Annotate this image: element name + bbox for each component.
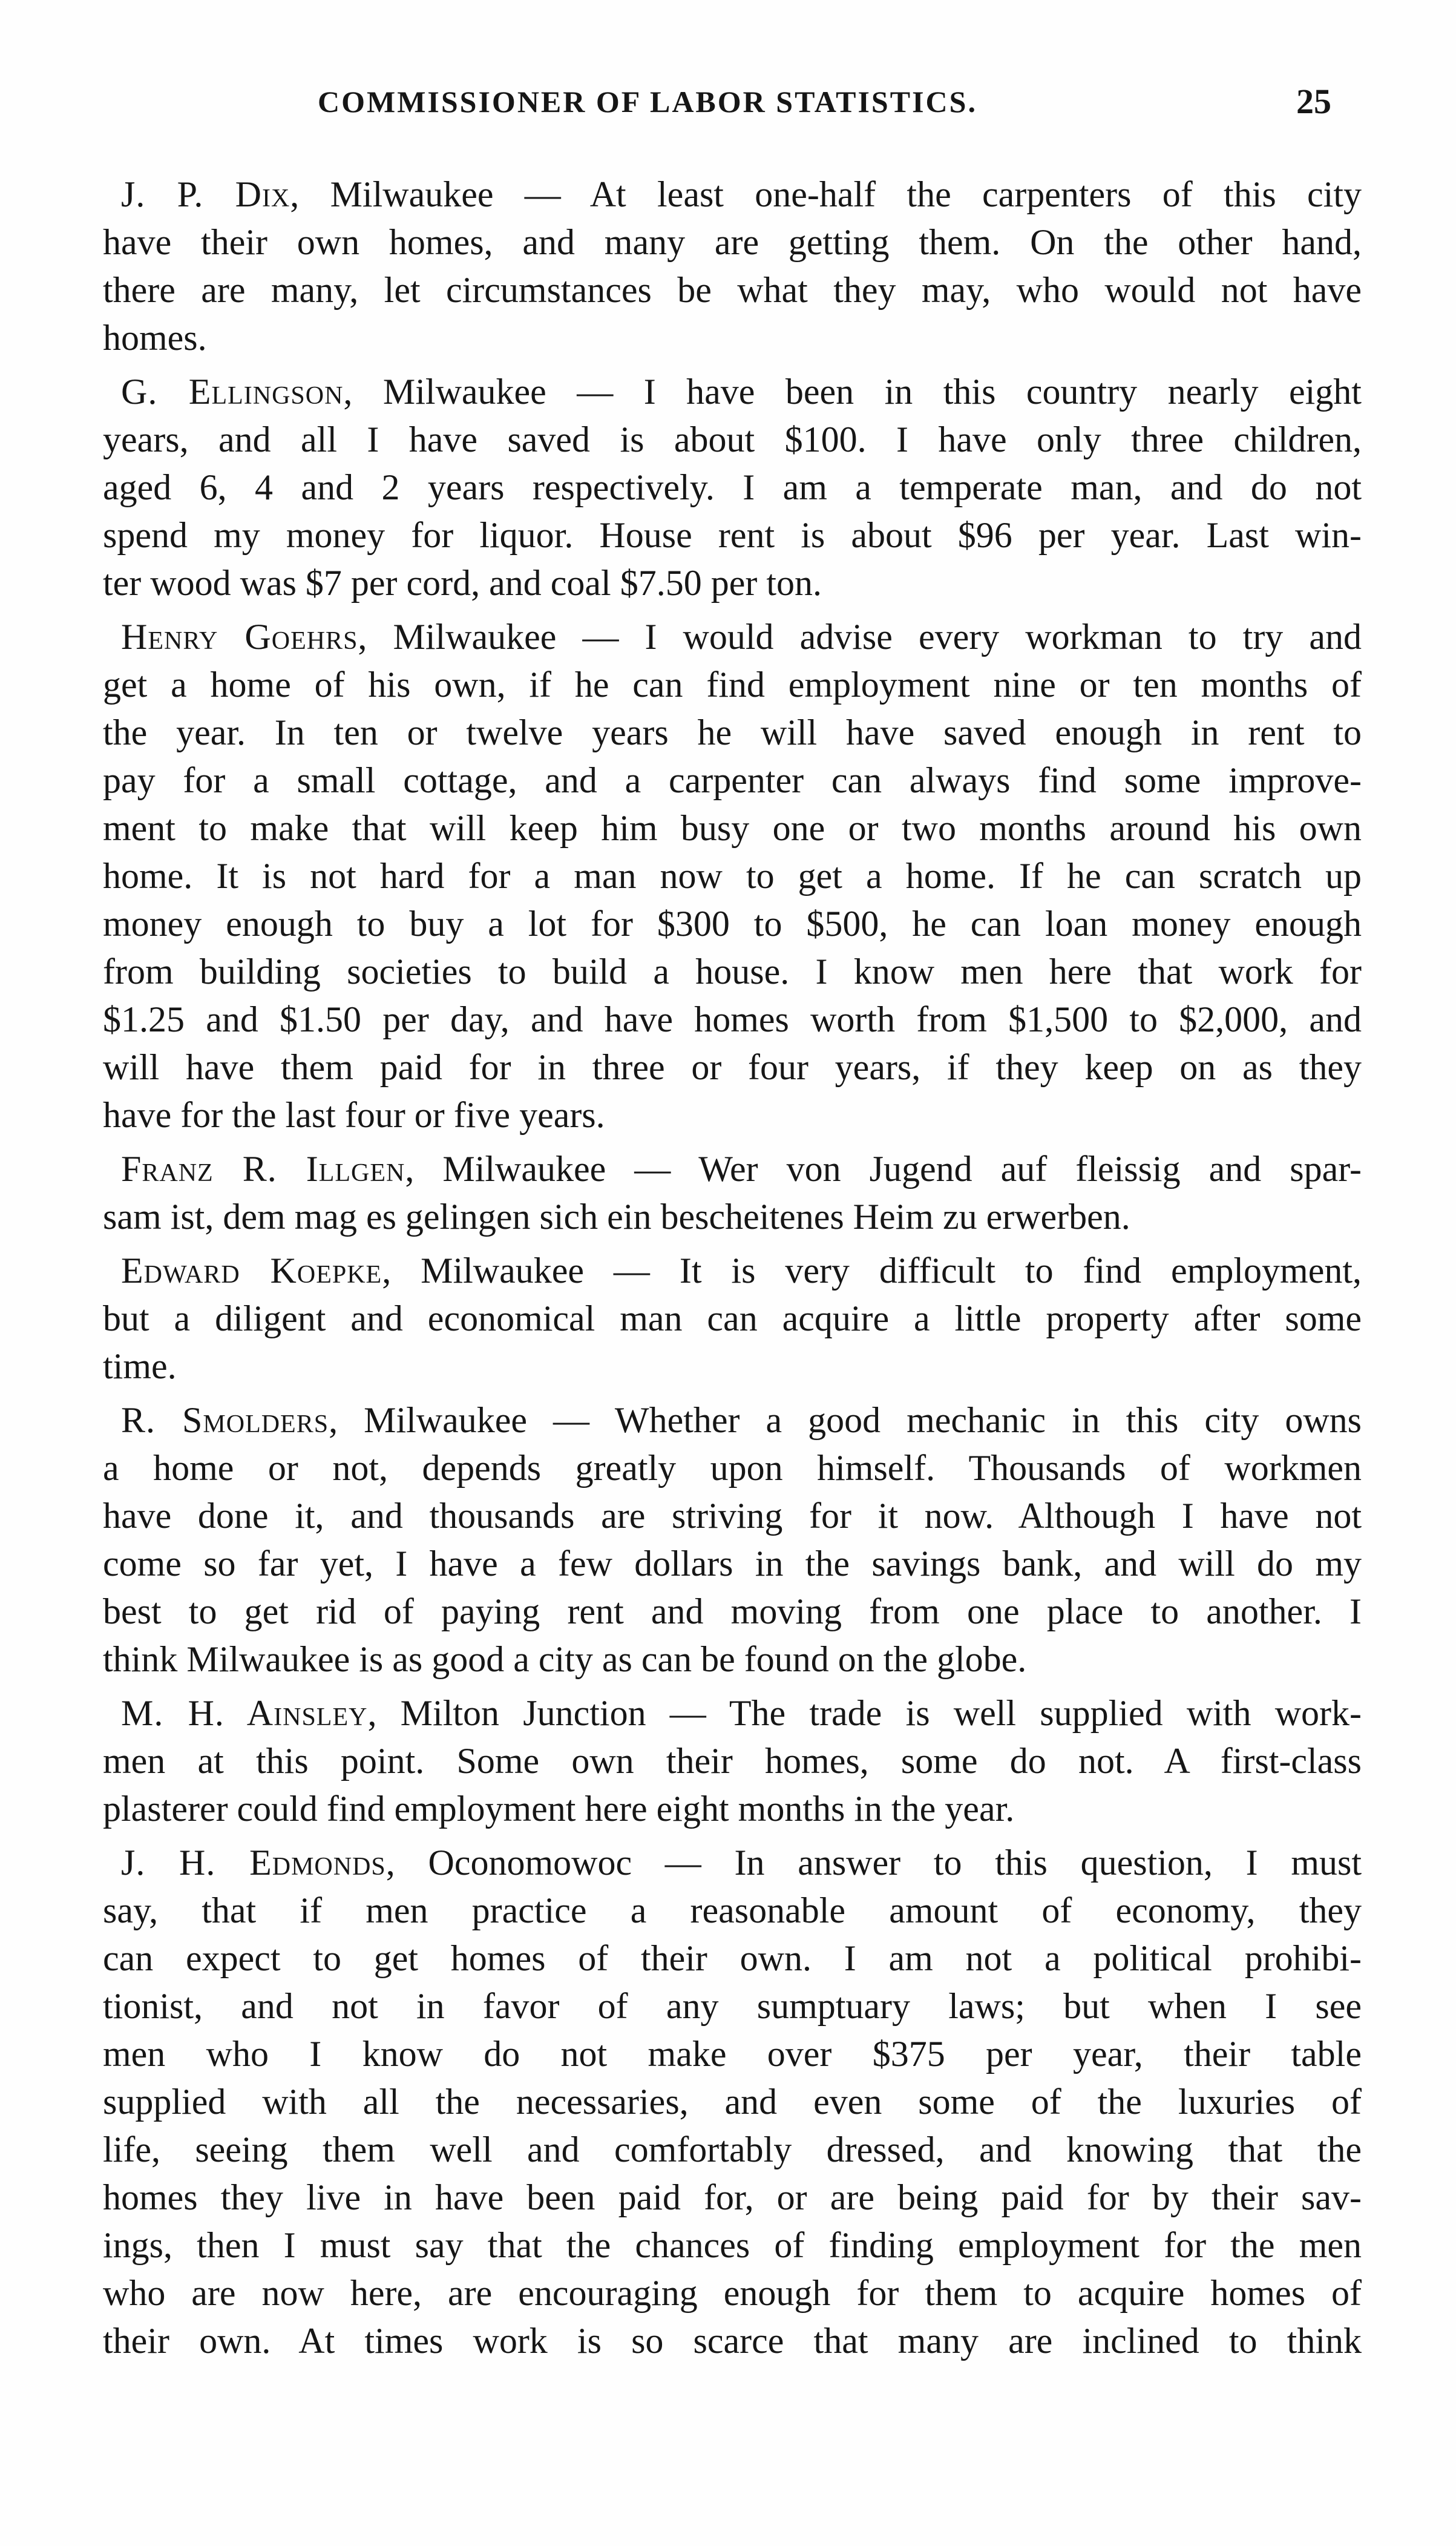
entry-line: think Milwaukee is as good a city as can be found on the globe. (103, 1639, 1027, 1679)
running-title: COMMISSIONER OF LABOR STATISTICS. (318, 85, 977, 119)
entry-smolders (103, 1396, 1362, 1683)
entry-line: who are now here, are encouraging enough for them to acquire homes of (103, 2273, 1362, 2313)
entry-name: Franz R. Illgen (121, 1149, 405, 1189)
entry-line: will have them paid for in three or four years, if they keep on as they (103, 1047, 1362, 1087)
text-body (103, 171, 1362, 2371)
entry-line: $1.25 and $1.50 per day, and have homes worth from $1,500 to $2,000, and (103, 999, 1362, 1039)
running-header (103, 77, 1331, 126)
entry-name: Edward Koepke (121, 1251, 382, 1291)
entry-line: have their own homes, and many are getting them. On the other hand, (103, 222, 1362, 262)
entry-line: there are many, let circumstances be what they may, who would not have (103, 270, 1362, 310)
entry-name: G. Ellingson (121, 372, 344, 412)
entry-name: Henry Goehrs (121, 617, 358, 657)
entry-line: plasterer could find employment here eight months in the year. (103, 1789, 1015, 1829)
entry-line: years, and all I have saved is about $100. I have only three children, (103, 419, 1362, 459)
entry-line: , Milwaukee — I would advise every workman to try and (358, 617, 1362, 657)
entry-line: spend my money for liquor. House rent is about $96 per year. Last win- (103, 515, 1362, 555)
entry-line: but a diligent and economical man can acquire a little property after some (103, 1298, 1362, 1338)
entry-name: J. H. Edmonds (121, 1843, 386, 1883)
entry-line: pay for a small cottage, and a carpenter can always find some improve- (103, 760, 1362, 800)
entry-line: have for the last four or five years. (103, 1095, 605, 1135)
entry-line: come so far yet, I have a few dollars in the savings bank, and will do my (103, 1544, 1362, 1584)
entry-name: J. P. Dix (121, 174, 290, 214)
entry-line: aged 6, 4 and 2 years respectively. I am a temperate man, and do not (103, 467, 1362, 507)
entry-line: have done it, and thousands are striving for it now. Although I have not (103, 1496, 1362, 1536)
entry-line: time. (103, 1346, 177, 1386)
entry-line: homes. (103, 318, 207, 358)
entry-illgen (103, 1145, 1362, 1241)
entry-line: get a home of his own, if he can find employment nine or ten months of (103, 665, 1362, 705)
entry-line: from building societies to build a house. I know men here that work for (103, 952, 1362, 992)
entry-line: a home or not, depends greatly upon himself. Thousands of workmen (103, 1448, 1362, 1488)
entry-ellingson (103, 368, 1362, 607)
entry-line: tionist, and not in favor of any sumptuary laws; but when I see (103, 1986, 1362, 2026)
entry-line: , Milwaukee — At least one-half the carpenters of this city (290, 174, 1362, 214)
entry-name: R. Smolders (121, 1400, 329, 1440)
page-number: 25 (1296, 82, 1331, 121)
entry-koepke (103, 1247, 1362, 1390)
entry-line: can expect to get homes of their own. I am not a political prohibi- (103, 1938, 1362, 1978)
entry-line: their own. At times work is so scarce that many are inclined to think (103, 2321, 1362, 2361)
entry-line: ter wood was $7 per cord, and coal $7.50 per ton. (103, 563, 822, 603)
entry-line: men who I know do not make over $375 per year, their table (103, 2034, 1362, 2074)
entry-dix (103, 171, 1362, 362)
entry-line: , Milwaukee — It is very difficult to find employment, (382, 1251, 1362, 1291)
entry-goehrs (103, 613, 1362, 1139)
entry-line: men at this point. Some own their homes, some do not. A first-class (103, 1741, 1362, 1781)
entry-line: say, that if men practice a reasonable amount of economy, they (103, 1890, 1362, 1930)
entry-line: , Milton Junction — The trade is well supplied with work- (367, 1693, 1362, 1733)
entry-line: , Milwaukee — Wer von Jugend auf fleissig and spar- (405, 1149, 1362, 1189)
entry-line: homes they live in have been paid for, or are being paid for by their sav- (103, 2177, 1362, 2217)
entry-edmonds (103, 1839, 1362, 2365)
entry-line: , Milwaukee — I have been in this country nearly eight (343, 372, 1362, 412)
entry-line: ings, then I must say that the chances of finding employment for the men (103, 2225, 1362, 2265)
entry-line: sam ist, dem mag es gelingen sich ein bescheitenes Heim zu erwerben. (103, 1197, 1130, 1237)
entry-line: supplied with all the necessaries, and even some of the luxuries of (103, 2082, 1362, 2122)
entry-line: best to get rid of paying rent and moving from one place to another. I (103, 1591, 1362, 1631)
entry-line: home. It is not hard for a man now to get a home. If he can scratch up (103, 856, 1362, 896)
entry-ainsley (103, 1689, 1362, 1833)
entry-line: money enough to buy a lot for $300 to $500, he can loan money enough (103, 904, 1362, 944)
entry-line: , Oconomowoc — In answer to this question, I must (385, 1843, 1362, 1883)
entry-name: M. H. Ainsley (121, 1693, 368, 1733)
entry-line: life, seeing them well and comfortably dressed, and knowing that the (103, 2130, 1362, 2169)
entry-line: the year. In ten or twelve years he will have saved enough in rent to (103, 712, 1362, 752)
entry-line: ment to make that will keep him busy one or two months around his own (103, 808, 1362, 848)
entry-line: , Milwaukee — Whether a good mechanic in this city owns (329, 1400, 1362, 1440)
